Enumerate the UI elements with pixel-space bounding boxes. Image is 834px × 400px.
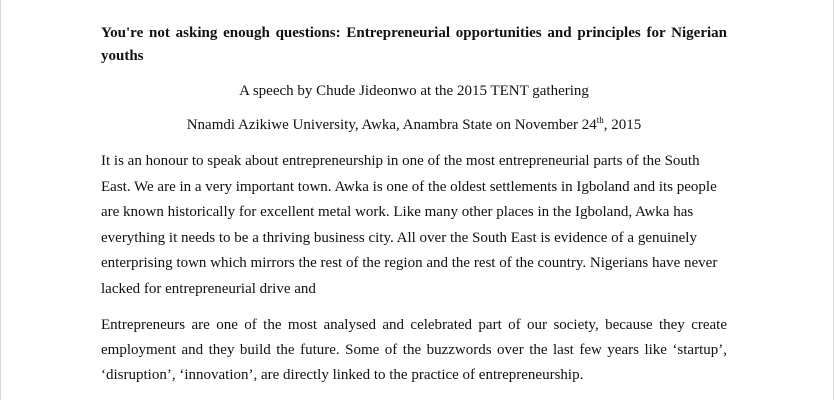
body-paragraph-2: Entrepreneurs are one of the most analysed and celebrated part of our society, because they create employment and they build the future. Some of the buzzwords over the last few years like ‘startup’, ‘disruption’, ‘innovation’, are directly linked to the practice of entrepreneurship. <box>101 316 727 384</box>
body-paragraph-1: It is an honour to speak about entrepreneurship in one of the most entrepreneurial parts of the South East. We are in a very important town. Awka is one of the oldest settlements in Igboland and its people are known historically for excellent metal work. Like many other places in the Igboland, Awka has everything it needs to be a thriving business city. All over the South East is evidence of a genuinely enterprising town which mirrors the rest of the region and the rest of the country. Nigerians have never lacked for entrepreneurial drive and <box>101 153 718 297</box>
speech-venue-date <box>101 115 727 135</box>
document-page <box>101 22 727 389</box>
ordinal-suffix: th <box>596 115 604 125</box>
speech-byline: A speech by Chude Jideonwo at the 2015 TENT gathering <box>239 83 589 99</box>
page-edge-left <box>0 0 1 400</box>
year-text: , 2015 <box>603 117 642 133</box>
document-title: You're not asking enough questions: Entrepreneurial opportunities and principles for Nigerian youths <box>101 25 727 64</box>
venue-text: Nnamdi Azikiwe University, Awka, Anambra State on November 24 <box>186 117 597 133</box>
